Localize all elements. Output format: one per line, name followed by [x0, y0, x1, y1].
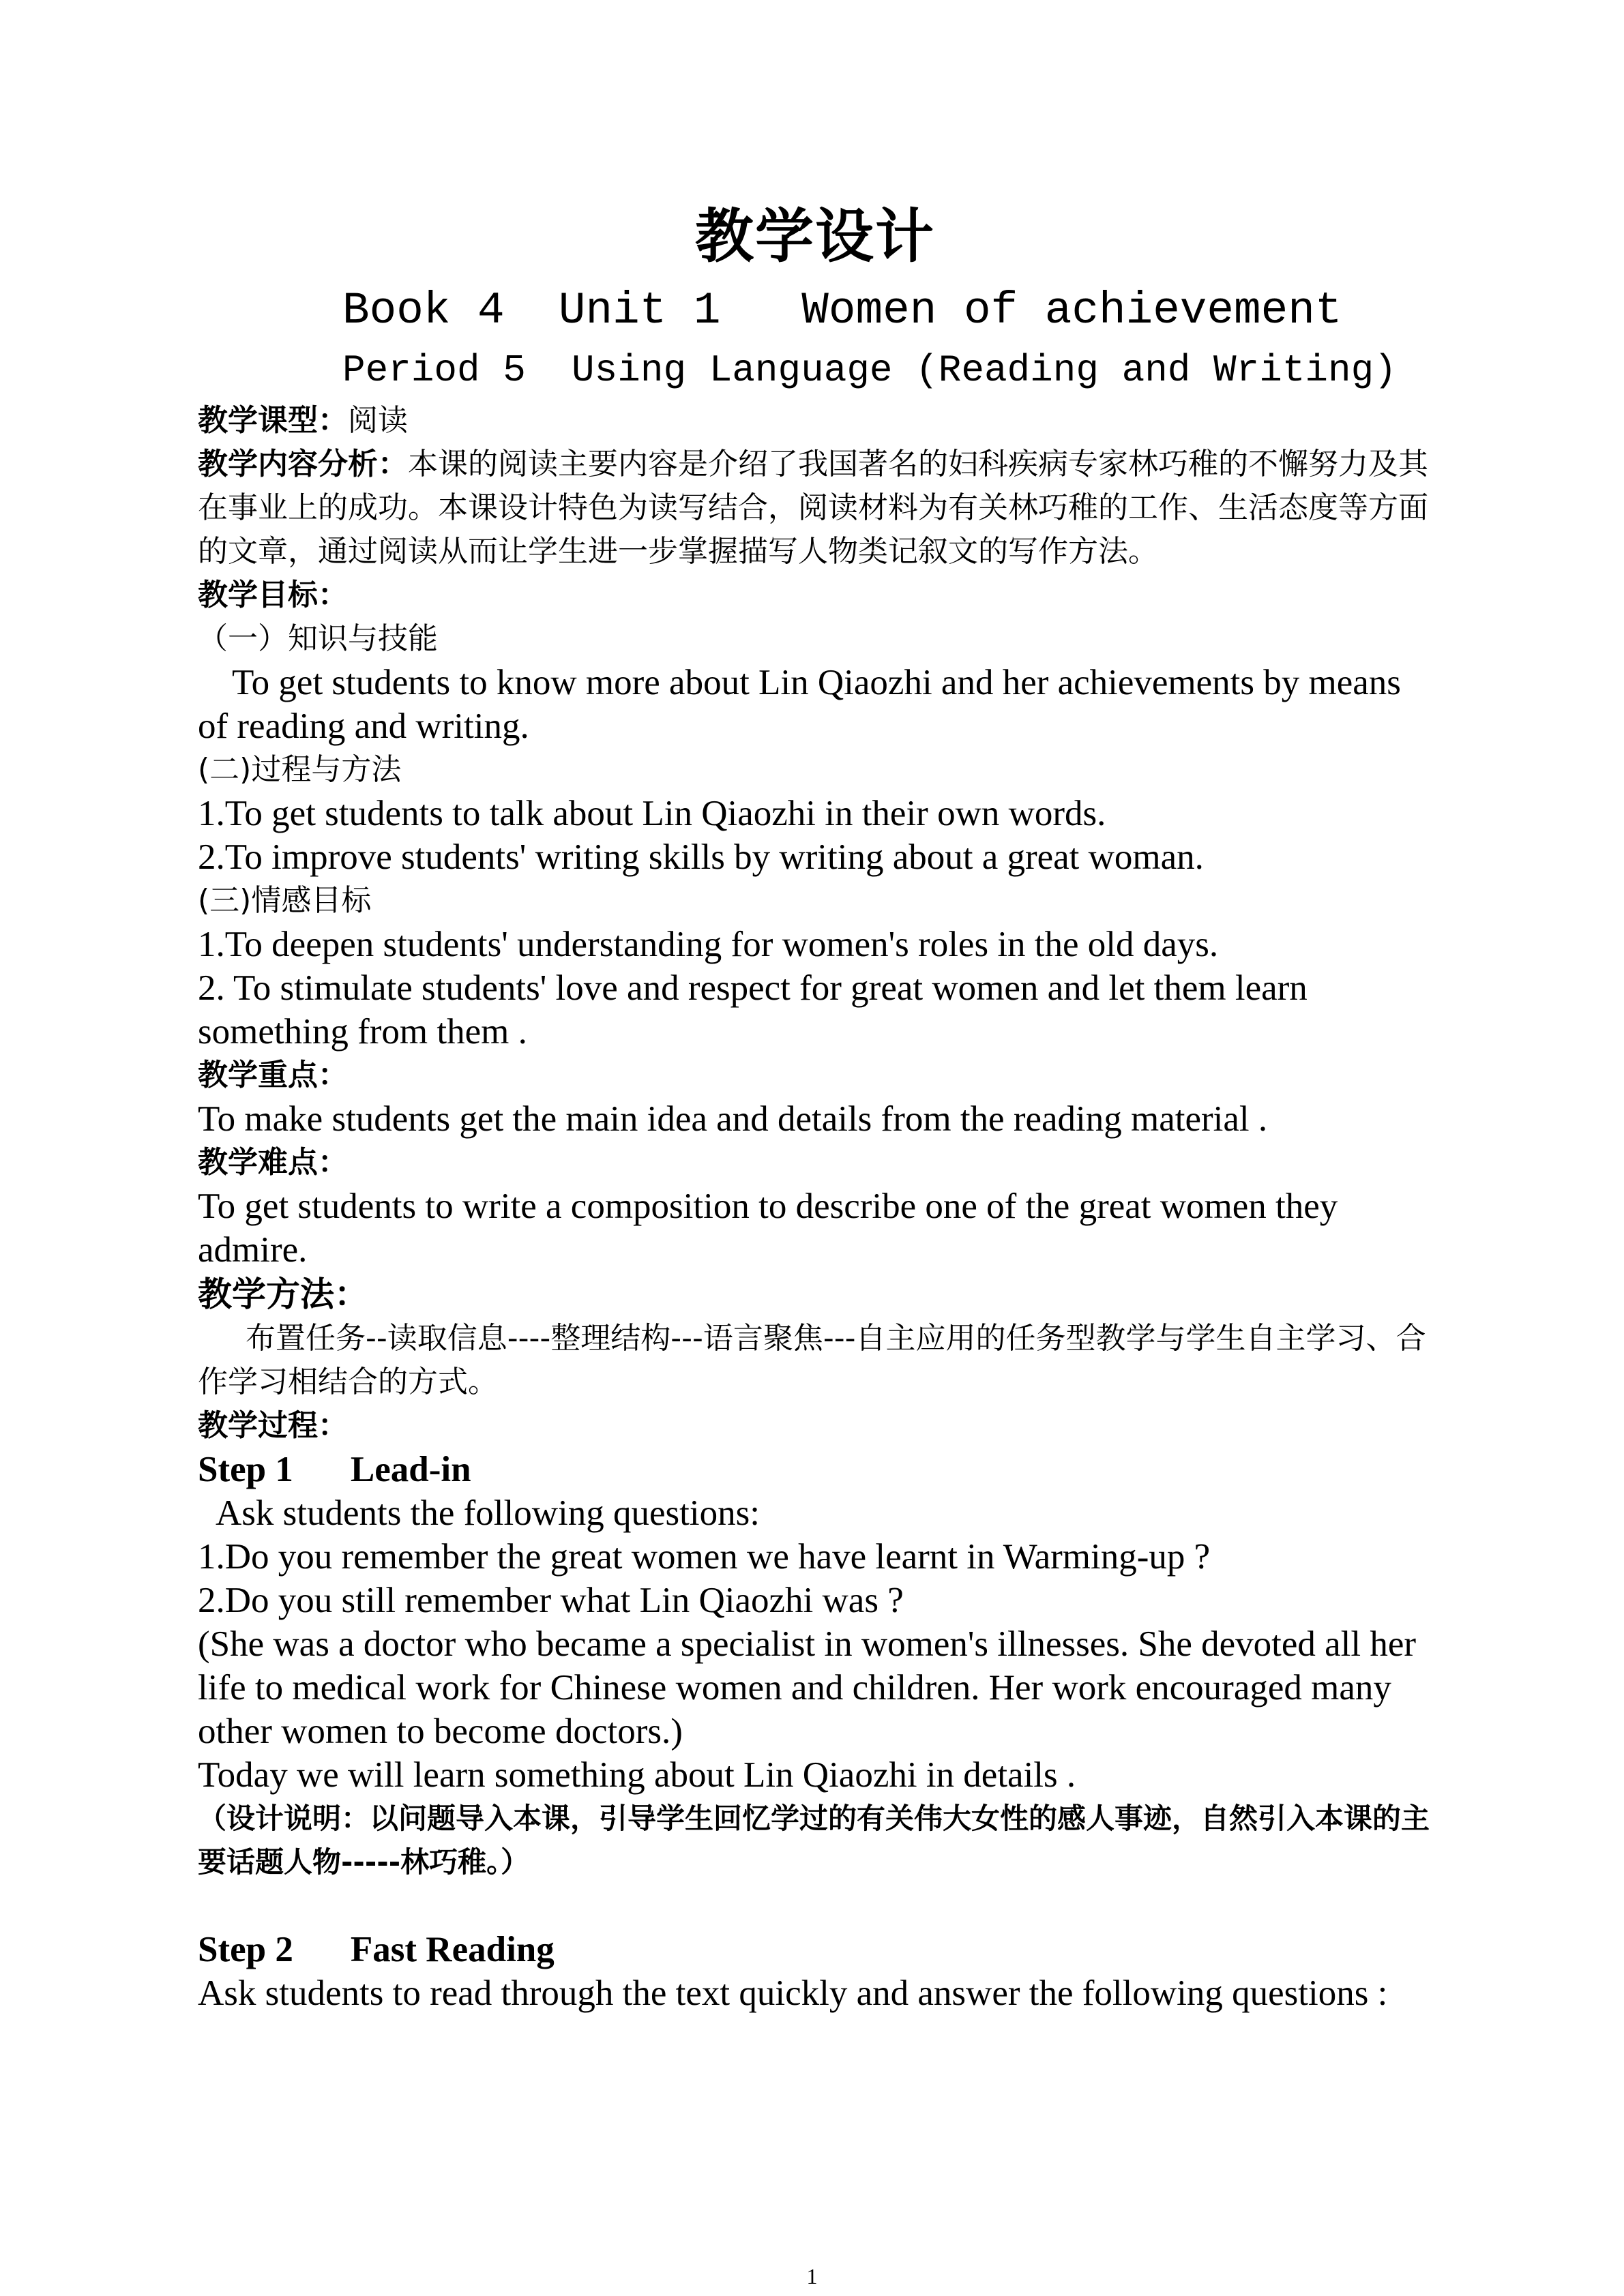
- page-number: 1: [806, 2264, 818, 2288]
- key-points-label: 教学重点：: [198, 1058, 348, 1092]
- step-2-number: Step 2: [198, 1930, 293, 1969]
- lesson-type: [198, 399, 1432, 443]
- lesson-type-value: 阅读: [348, 403, 408, 438]
- step-2-title: Fast Reading: [350, 1930, 555, 1969]
- subtitle-period: Period 5 Using Language (Reading and Writing): [342, 348, 1397, 392]
- objective-2-item-1: 1.To get students to talk about Lin Qiaozhi in their own words.: [198, 794, 1106, 833]
- methods-text: 布置任务--读取信息----整理结构---语言聚焦---自主应用的任务型教学与学生自主学习、合作学习相结合的方式。: [198, 1321, 1426, 1399]
- step-1-intro: Ask students the following questions:: [216, 1493, 760, 1533]
- objective-3-item-2: 2. To stimulate students' love and respect for great women and let them learn something from them .: [198, 968, 1308, 1052]
- key-points-text: To make students get the main idea and details from the reading material .: [198, 1099, 1268, 1139]
- step-1-today: Today we will learn something about Lin Qiaozhi in details .: [198, 1755, 1076, 1795]
- section-spacer: [198, 1884, 1432, 1928]
- step-2-text: Ask students to read through the text quickly and answer the following questions :: [198, 1973, 1388, 2013]
- subtitle-unit: Book 4 Unit 1 Women of achievement: [342, 285, 1342, 336]
- process-label: 教学过程：: [198, 1408, 348, 1443]
- content-analysis: [198, 443, 1432, 573]
- methods-label: 教学方法：: [198, 1274, 368, 1314]
- lesson-type-label: 教学课型：: [198, 403, 348, 438]
- objective-2-heading: (二)过程与方法: [198, 752, 402, 787]
- step-1-title: Lead-in: [350, 1450, 471, 1489]
- page-title: 教学设计: [695, 203, 935, 271]
- step-1-question-2: 2.Do you still remember what Lin Qiaozhi was ?: [198, 1581, 904, 1620]
- objective-2-item-2: 2.To improve students' writing skills by writing about a great woman.: [198, 837, 1204, 877]
- content-analysis-label: 教学内容分析：: [198, 447, 408, 481]
- difficulties-label: 教学难点：: [198, 1145, 348, 1180]
- document-body: [198, 194, 1432, 2015]
- content-analysis-text: 本课的阅读主要内容是介绍了我国著名的妇科疾病专家林巧稚的不懈努力及其在事业上的成功。本课设计特色为读写结合，阅读材料为有关林巧稚的工作、生活态度等方面的文章，通过阅读从而让学生进一步掌握描写人物类记叙文的写作方法。: [198, 447, 1428, 569]
- step-1-question-1: 1.Do you remember the great women we have learnt in Warming-up ?: [198, 1537, 1211, 1577]
- step-2-heading: [198, 1928, 1432, 1971]
- step-1-heading: [198, 1448, 1432, 1491]
- step-1-answer: (She was a doctor who became a specialist in women's illnesses. She devoted all her life to medical work for Chinese women and children. Her work encouraged many other women to become doctors.): [198, 1624, 1417, 1751]
- objective-1-heading: （一）知识与技能: [198, 621, 438, 656]
- step-1-design-note: （设计说明：以问题导入本课，引导学生回忆学过的有关伟大女性的感人事迹，自然引入本课的主要话题人物-----林巧稚。）: [198, 1802, 1430, 1879]
- step-1-number: Step 1: [198, 1450, 293, 1489]
- objective-3-item-1: 1.To deepen students' understanding for women's roles in the old days.: [198, 925, 1219, 964]
- difficulties-text: To get students to write a composition to describe one of the great women they admire.: [198, 1187, 1338, 1270]
- objective-3-heading: (三)情感目标: [198, 883, 372, 918]
- objectives-label: 教学目标：: [198, 578, 348, 612]
- objective-1-text: To get students to know more about Lin Qiaozhi and her achievements by means of reading and writing.: [198, 663, 1401, 746]
